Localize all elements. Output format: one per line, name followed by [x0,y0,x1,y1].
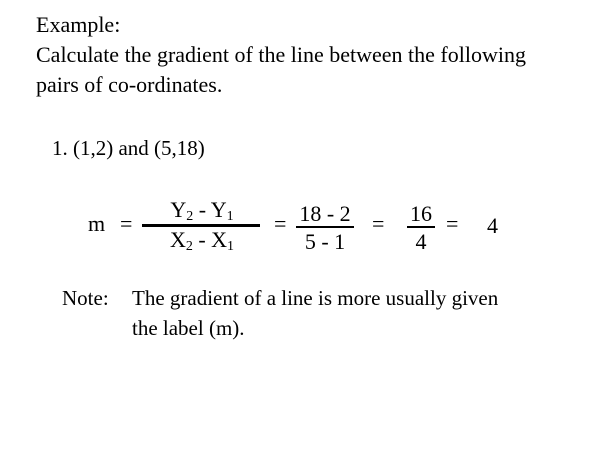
formula-numerator: $Y_2 - Y_1$ [170,197,234,224]
equals-sign-2: = [274,211,287,236]
example-heading: Example: [36,12,121,37]
step2-fraction-bar [407,226,435,228]
step1-fraction-bar [296,226,354,228]
problem-statement: 1. (1,2) and (5,18) [52,136,205,160]
gradient-formula-denominator [160,228,244,252]
step1-denominator: 5 - 1 [304,229,346,254]
instruction-line-1: Calculate the gradient of the line between the following [36,42,526,67]
formula-denominator: $X_2 - X_1$ [169,227,235,254]
step1-numerator-wrap [294,202,356,226]
gradient-formula [160,198,244,222]
equals-sign-1: = [120,211,133,236]
step2-denominator: 4 [415,229,427,254]
step1-denominator-wrap [294,230,356,254]
step1-numerator: 18 - 2 [299,201,351,226]
gradient-result: 4 [487,213,498,238]
equals-sign-3: = [372,211,385,236]
note-line-2: the label (m). [132,316,245,340]
note-label: Note: [62,286,109,310]
step2-denominator-wrap [406,230,436,254]
equals-sign-4: = [446,211,459,236]
step2-numerator: 16 [410,201,432,226]
gradient-symbol: m [88,211,106,236]
note-line-1: The gradient of a line is more usually given [132,286,499,310]
instruction-line-2: pairs of co-ordinates. [36,72,223,97]
step2-numerator-wrap [406,202,436,226]
